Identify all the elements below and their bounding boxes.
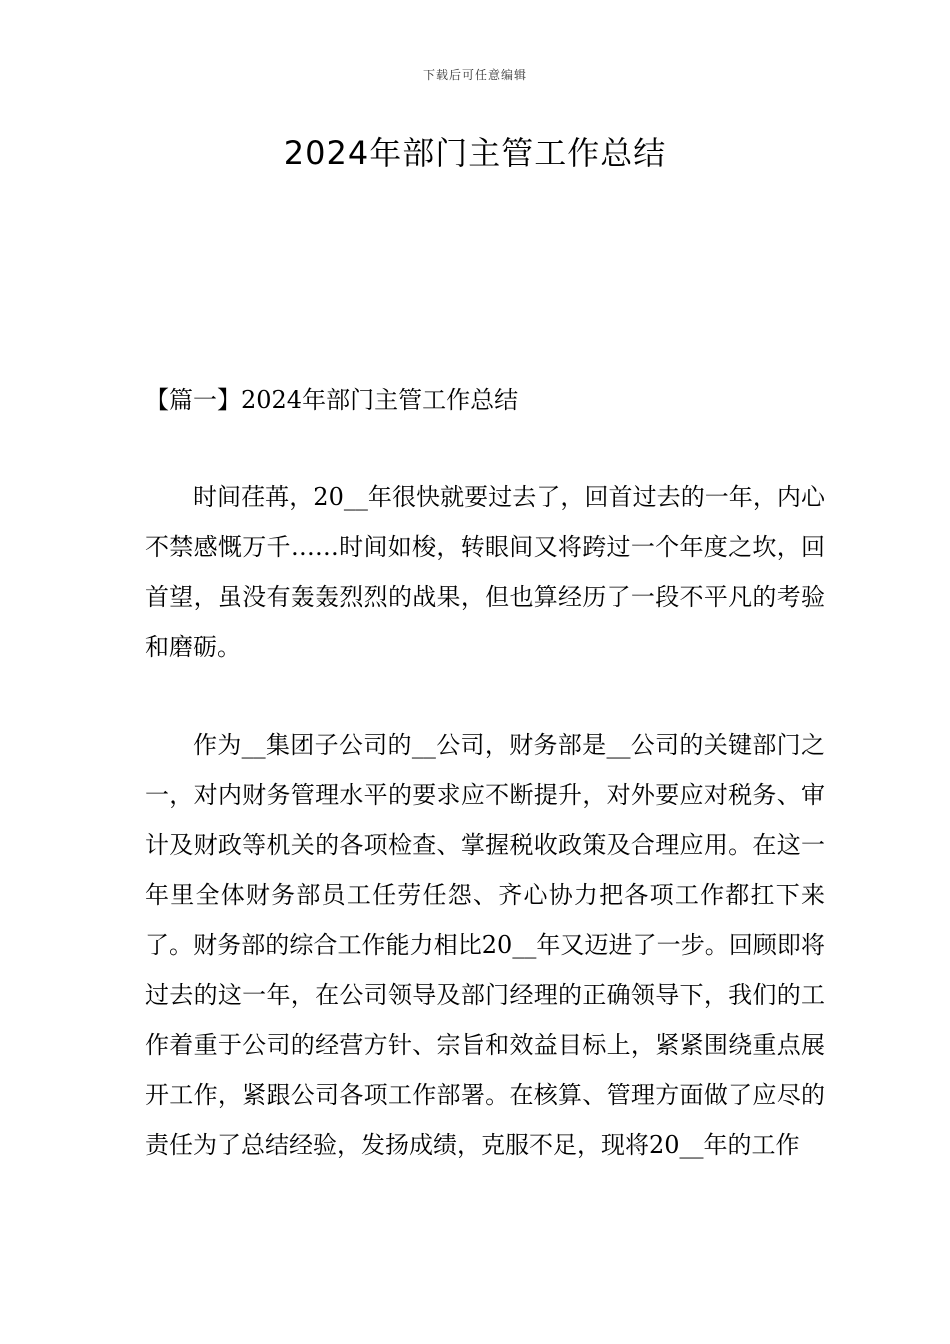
- document-title: 2024年部门主管工作总结: [283, 134, 667, 172]
- section-heading: 【篇一】2024年部门主管工作总结: [145, 386, 519, 414]
- body-paragraph-1: 时间荏苒，20__年很快就要过去了，回首过去的一年，内心不禁感慨万千……时间如梭，转眼间又将跨过一个年度之坎，回首望，虽没有轰轰烈烈的战果，但也算经历了一段不平凡的考验和磨砺。: [145, 483, 825, 661]
- page-header-note: 下载后可任意编辑: [422, 68, 527, 82]
- body-paragraph-2: 作为__集团子公司的__公司，财务部是__公司的关键部门之一，对内财务管理水平的要求应不断提升，对外要应对税务、审计及财政等机关的各项检查、掌握税收政策及合理应用。在这一年里全体财务部员工任劳任怨、齐心协力把各项工作都扛下来了。财务部的综合工作能力相比20__年又迈进了一步。回顾即将过去的这一年，在公司领导及部门经理的正确领导下，我们的工作着重于公司的经营方针、宗旨和效益目标上，紧紧围绕重点展开工作，紧跟公司各项工作部署。在核算、管理方面做了应尽的责任为了总结经验，发扬成绩，克服不足，现将20__年的工作: [145, 731, 825, 1159]
